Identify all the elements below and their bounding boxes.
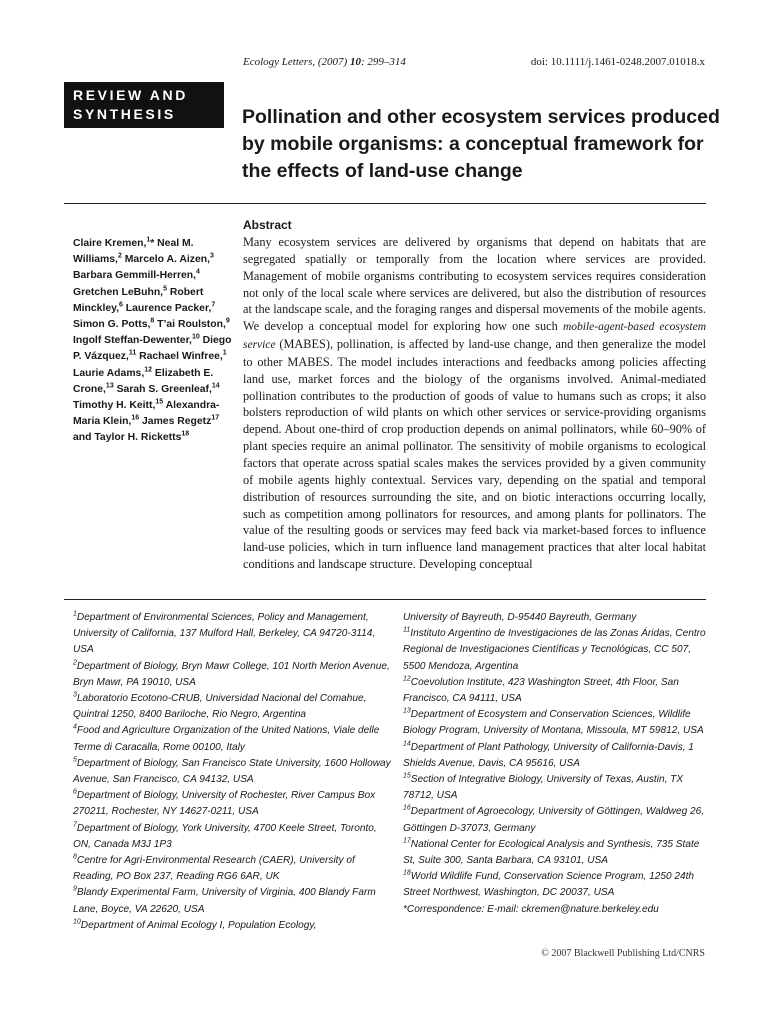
affiliations-left-column — [73, 610, 395, 934]
affiliation-entry: $^{11}$Instituto Argentino de Investigaciones de las Zonas Áridas, Centro Regional de Investigaciones Científicas y Tecnológicas, CC 507, 5500 Mendoza, Argentina — [403, 626, 706, 672]
affiliations-right-column — [403, 610, 709, 918]
affiliation-entry: $^5$Department of Biology, San Francisco State University, 1600 Holloway Avenue, San Francisco, CA 94132, USA — [73, 756, 391, 786]
author-list: Claire Kremen,$^1$* Neal M. Williams,$^2$ Marcelo A. Aizen,$^3$ Barbara Gemmill-Herren,$^4$ Gretchen LeBuhn,$^5$ Robert Minckley,$^6$ Laurence Packer,$^7$ Simon G. Potts,$^8$ T’ai Roulston,$^9$ Ingolf Steffan-Dewenter,$^{10}$ Diego P. Vázquez,$^{11}$ Rachael Winfree,$^1$ Laurie Adams,$^{12}$ Elizabeth E. Crone,$^{13}$ Sarah S. Greenleaf,$^{14}$ Timothy H. Keitt,$^{15}$ Alexandra-Maria Klein,$^{16}$ James Regetz$^{17}$ and Taylor H. Ricketts$^{18}$ — [73, 236, 232, 444]
affiliation-entry: $^6$Department of Biology, University of Rochester, River Campus Box 270211, Rochester, NY 14627-0211, USA — [73, 788, 376, 818]
affiliation-entry: *Correspondence: E-mail: ckremen@nature.berkeley.edu — [403, 903, 659, 915]
affiliation-entry: $^{15}$Section of Integrative Biology, University of Texas, Austin, TX 78712, USA — [403, 772, 684, 802]
journal-citation: Ecology Letters, (2007) 10: 299–314 — [243, 56, 406, 68]
affiliation-entry: $^3$Laboratorio Ecotono-CRUB, Universidad Nacional del Comahue, Quintral 1250, 8400 Bariloche, Rio Negro, Argentina — [73, 691, 367, 721]
abstract-text: Many ecosystem services are delivered by organisms that depend on habitats that are segregated spatially or temporally from the location where services are provided. Management of mobile organisms contributing to ecosystem services requires consideration not only of the local scale where services are delivered, but also the distribution of resources at the landscape scale, and the foraging ranges and dispersal movements of the mobile agents. We develop a conceptual model for exploring how one such mobile-agent-based ecosystem service (MABES), pollination, is affected by land-use change, and then generalize the model to other MABES. The model includes interactions and feedbacks among policies affecting land use, market forces and the biology of the organisms involved. Animal-mediated pollination contributes to the production of goods of value to humans such as crops; it also bolsters reproduction of wild plants on which other services or service-providing organisms depend. About one-third of crop production depends on animal pollinators, while 60–90% of plant species require an animal pollinator. The sensitivity of mobile organisms to ecological factors that operate across spatial scales makes the services provided by a given community of mobile agents highly contextual. Services vary, depending on the spatial and temporal distribution of resources surrounding the site, and on biotic interactions occurring locally, such as competition among pollinators for resources, and among plants for pollinators. The value of the resulting goods or services may feed back via market-based forces to influence land-use policies, which in turn influence land management practices that alter local habitat conditions and landscape structure. Developing conceptual — [243, 235, 706, 572]
badge-line-1: REVIEW AND — [73, 87, 188, 103]
doi[interactable]: doi: 10.1111/j.1461-0248.2007.01018.x — [530, 56, 705, 68]
affiliation-entry: $^7$Department of Biology, York University, 4700 Keele Street, Toronto, ON, Canada M3J 1P3 — [73, 821, 377, 850]
affiliation-entry: University of Bayreuth, D-95440 Bayreuth, Germany — [403, 612, 637, 623]
affiliation-entry: $^{17}$National Center for Ecological Analysis and Synthesis, 735 State St, Suite 300, Santa Barbara, CA 93101, USA — [403, 837, 700, 867]
header-rule — [64, 203, 706, 204]
article-type-badge — [64, 82, 224, 128]
copyright-notice: © 2007 Blackwell Publishing Ltd/CNRS — [541, 948, 705, 959]
affiliation-entry: $^4$Food and Agriculture Organization of the United Nations, Viale delle Terme di Caracalla, Rome 00100, Italy — [73, 724, 380, 753]
badge-line-2: SYNTHESIS — [73, 106, 176, 122]
affiliation-entry: $^{14}$Department of Plant Pathology, University of California-Davis, 1 Shields Avenue, Davis, CA 95616, USA — [403, 740, 694, 769]
affiliation-entry: $^{12}$Coevolution Institute, 423 Washington Street, 4th Floor, San Francisco, CA 94111, USA — [403, 675, 679, 705]
article-title: Pollination and other ecosystem services produced by mobile organisms: a conceptual framework for the effects of land-use change — [242, 106, 720, 182]
affiliation-entry: $^{18}$World Wildlife Fund, Conservation Science Program, 1250 24th Street Northwest, Washington, DC 20037, USA — [403, 869, 695, 899]
affiliation-entry: $^8$Centre for Agri-Environmental Research (CAER), University of Reading, PO Box 237, Reading RG6 6AR, UK — [73, 853, 355, 883]
affiliation-entry: $^1$Department of Environmental Sciences, Policy and Management, University of California, 137 Mulford Hall, Berkeley, CA 94720-3114, USA — [73, 610, 376, 656]
abstract-heading: Abstract — [243, 218, 292, 232]
affiliation-entry: $^9$Blandy Experimental Farm, University of Virginia, 400 Blandy Farm Lane, Boyce, VA 22620, USA — [73, 886, 376, 915]
affiliation-entry: $^{13}$Department of Ecosystem and Conservation Sciences, Wildlife Biology Program, University of Montana, Missoula, MT 59812, USA — [403, 707, 704, 737]
affiliation-entry: $^{10}$Department of Animal Ecology I, Population Ecology, — [73, 918, 317, 931]
affiliation-rule — [64, 599, 706, 600]
affiliation-entry: $^2$Department of Biology, Bryn Mawr College, 101 North Merion Avenue, Bryn Mawr, PA 19010, USA — [73, 659, 390, 688]
affiliation-entry: $^{16}$Department of Agroecology, University of Göttingen, Waldweg 26, Göttingen D-37073, Germany — [403, 805, 705, 834]
